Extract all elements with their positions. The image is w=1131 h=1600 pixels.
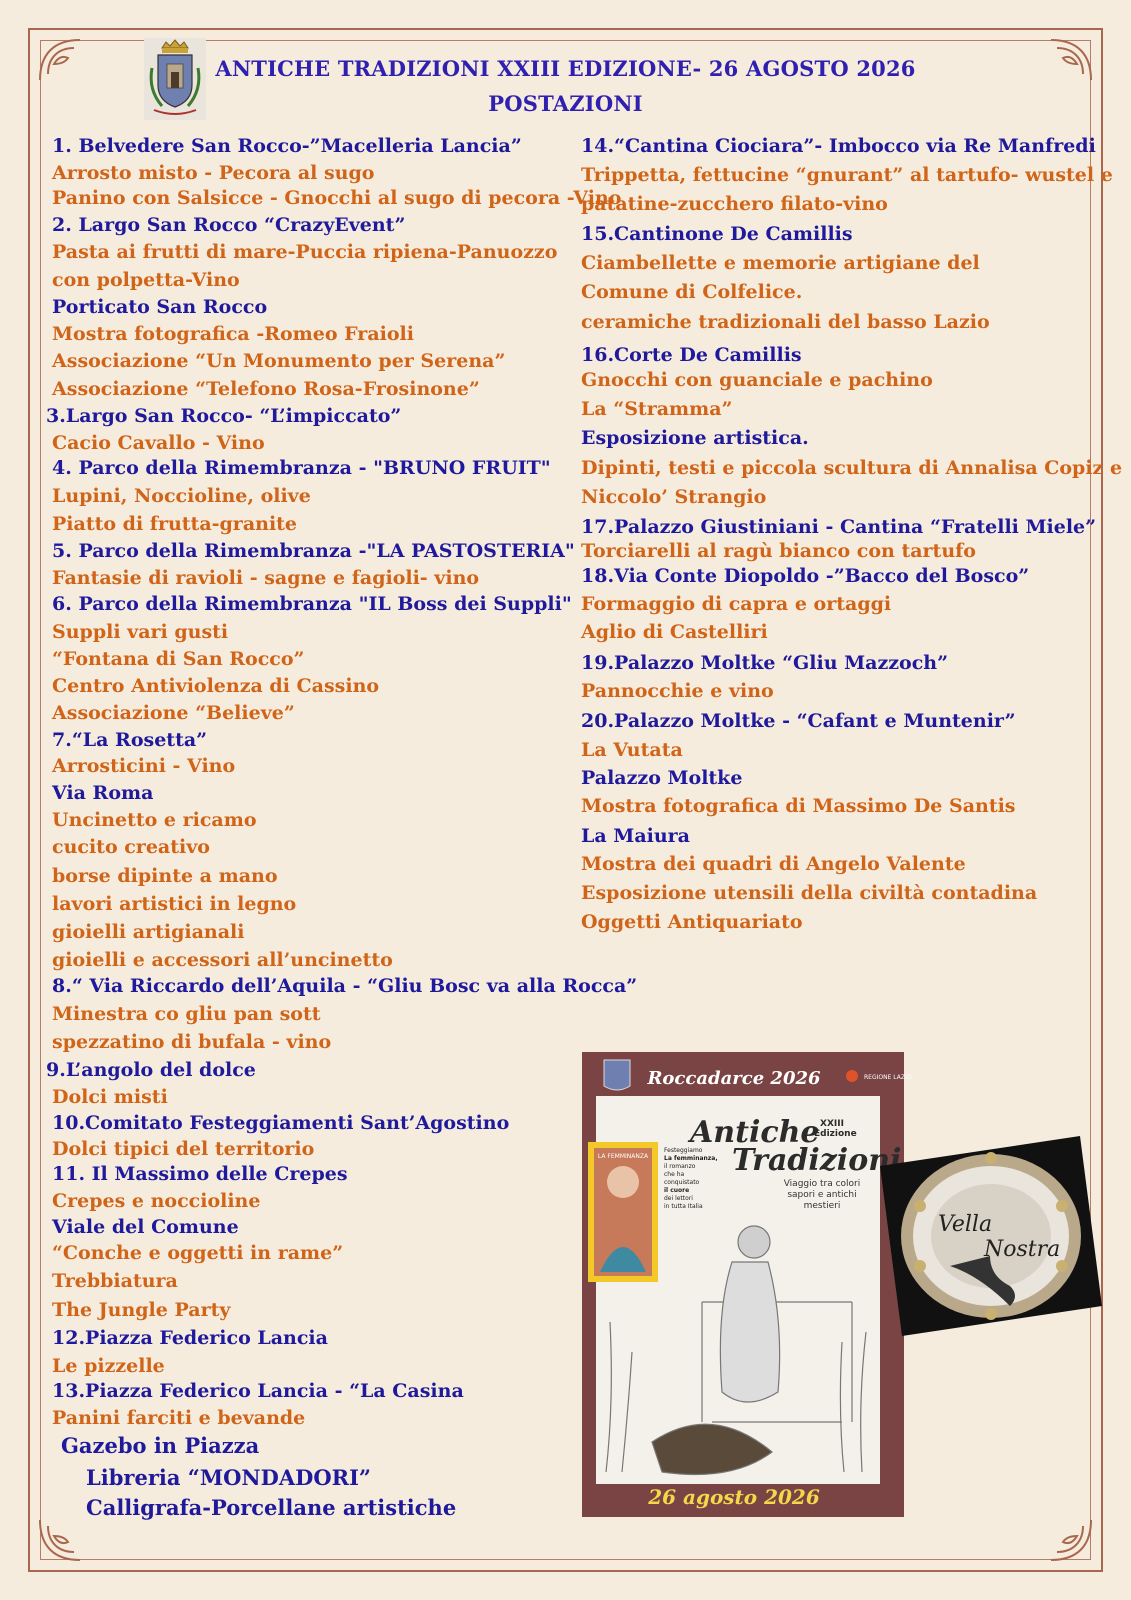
station-heading: 13.Piazza Federico Lancia - “La Casina (52, 1380, 464, 1402)
station-heading: 18.Via Conte Diopoldo -”Bacco del Bosco” (581, 565, 1030, 587)
station-item: Minestra co gliu pan sott (52, 1003, 321, 1025)
tambourine-logo-text: Nostra (984, 1237, 1061, 1262)
station-item: Pasta ai frutti di mare-Puccia ripiena-Panuozzo (52, 241, 558, 263)
station-heading: 11. Il Massimo delle Crepes (52, 1163, 348, 1185)
station-item: La “Stramma” (581, 398, 733, 420)
station-item: Associazione “Believe” (52, 702, 295, 724)
poster-book-blurb: dei lettori (664, 1195, 693, 1202)
station-item: Niccolo’ Strangio (581, 486, 767, 508)
station-item: Suppli vari gusti (52, 621, 229, 643)
poster-region: REGIONE LAZIO (864, 1074, 912, 1081)
station-item: Arrosto misto - Pecora al sugo (52, 162, 375, 184)
station-heading: 5. Parco della Rimembranza -"LA PASTOSTERIA" (52, 540, 575, 562)
station-item: Mostra fotografica -Romeo Fraioli (52, 323, 414, 345)
poster-date: 26 agosto 2026 (648, 1485, 820, 1509)
station-item: Cacio Cavallo - Vino (52, 432, 265, 454)
poster-book-blurb: che ha (664, 1171, 685, 1178)
poster-name-2: Tradizioni (732, 1143, 902, 1178)
station-item: borse dipinte a mano (52, 865, 278, 887)
station-heading: Via Roma (52, 782, 154, 804)
station-item: Dolci misti (52, 1086, 168, 1108)
poster-edition-word: Edizione (814, 1129, 857, 1139)
station-heading: 9.L’angolo del dolce (46, 1059, 256, 1081)
poster-subtitle: sapori e antichi (787, 1190, 857, 1200)
poster-subtitle: Viaggio tra colori (783, 1179, 861, 1189)
station-item: La Vutata (581, 739, 683, 761)
station-heading: 14.“Cantina Ciociara”- Imbocco via Re Manfredi (581, 135, 1096, 157)
poster-book-blurb: in tutta Italia (664, 1203, 703, 1210)
station-item: Dipinti, testi e piccola scultura di Annalisa Copiz e (581, 457, 1123, 479)
station-heading: 15.Cantinone De Camillis (581, 223, 853, 245)
station-item: Formaggio di capra e ortaggi (581, 593, 892, 615)
station-heading: 20.Palazzo Moltke - “Cafant e Muntenir” (581, 710, 1016, 732)
station-item: Pannocchie e vino (581, 680, 774, 702)
station-item: ceramiche tradizionali del basso Lazio (581, 311, 990, 333)
station-heading: 10.Comitato Festeggiamenti Sant’Agostino (52, 1112, 510, 1134)
station-item: Ciambellette e memorie artigiane del (581, 252, 980, 274)
corner-ornament-icon (34, 1514, 86, 1566)
station-item: Le pizzelle (52, 1355, 165, 1377)
station-heading: 16.Corte De Camillis (581, 344, 802, 366)
station-item: Trebbiatura (52, 1270, 178, 1292)
station-item: Torciarelli al ragù bianco con tartufo (581, 540, 976, 562)
station-heading: 2. Largo San Rocco “CrazyEvent” (52, 214, 406, 236)
station-item: Trippetta, fettucine “gnurant” al tartufo- wustel e (581, 164, 1113, 186)
station-heading: Calligrafa-Porcellane artistiche (86, 1495, 457, 1520)
station-item: Crepes e noccioline (52, 1190, 261, 1212)
page-subtitle: POSTAZIONI (488, 91, 643, 116)
station-item: gioielli e accessori all’uncinetto (52, 949, 393, 971)
station-heading: Esposizione artistica. (581, 427, 809, 449)
station-heading: 17.Palazzo Giustiniani - Cantina “Fratelli Miele” (581, 516, 1097, 538)
poster-edition-num: XXIII (820, 1119, 844, 1129)
poster-book-blurb: La femminanza, (664, 1155, 718, 1162)
poster-name-1: Antiche (690, 1115, 820, 1150)
tambourine-logo (880, 1136, 1102, 1336)
station-heading: Libreria “MONDADORI” (86, 1465, 371, 1490)
station-heading: 7.“La Rosetta” (52, 729, 208, 751)
station-item: “Fontana di San Rocco” (52, 648, 305, 670)
station-item: Comune di Colfelice. (581, 281, 803, 303)
station-item: Dolci tipici del territorio (52, 1138, 315, 1160)
station-item: Mostra fotografica di Massimo De Santis (581, 795, 1016, 817)
station-item: The Jungle Party (52, 1299, 231, 1321)
poster-book-blurb: Festeggiamo (664, 1147, 703, 1154)
station-heading: 19.Palazzo Moltke “Gliu Mazzoch” (581, 652, 949, 674)
station-item: Oggetti Antiquariato (581, 911, 803, 933)
station-item: Associazione “Un Monumento per Serena” (52, 350, 506, 372)
event-poster (582, 1052, 912, 1517)
station-item: con polpetta-Vino (52, 269, 240, 291)
corner-ornament-icon (1045, 1514, 1097, 1566)
station-item: lavori artistici in legno (52, 893, 297, 915)
station-item: “Conche e oggetti in rame” (52, 1242, 344, 1264)
station-item: Lupini, Noccioline, olive (52, 485, 311, 507)
station-item: Panino con Salsicce - Gnocchi al sugo di pecora -Vino (52, 187, 622, 209)
station-item: Associazione “Telefono Rosa-Frosinone” (52, 378, 480, 400)
station-item: Aglio di Castelliri (581, 621, 768, 643)
station-heading: Porticato San Rocco (52, 296, 268, 318)
station-item: Gnocchi con guanciale e pachino (581, 369, 933, 391)
station-heading: 12.Piazza Federico Lancia (52, 1327, 328, 1349)
station-heading: 6. Parco della Rimembranza "IL Boss dei Suppli" (52, 593, 572, 615)
station-heading: 4. Parco della Rimembranza - "BRUNO FRUIT" (52, 457, 551, 479)
station-heading: Gazebo in Piazza (61, 1433, 260, 1458)
station-item: Mostra dei quadri di Angelo Valente (581, 853, 966, 875)
poster-subtitle: mestieri (803, 1201, 841, 1211)
tambourine-logo-text: Vella (938, 1212, 993, 1237)
station-item: Arrosticini - Vino (52, 755, 236, 777)
station-item: Esposizione utensili della civiltà contadina (581, 882, 1038, 904)
station-item: Fantasie di ravioli - sagne e fagioli- vino (52, 567, 480, 589)
station-item: Uncinetto e ricamo (52, 809, 257, 831)
station-item: gioielli artigianali (52, 921, 245, 943)
station-item: Piatto di frutta-granite (52, 513, 298, 535)
station-heading: 8.“ Via Riccardo dell’Aquila - “Gliu Bosc va alla Rocca” (52, 975, 638, 997)
station-item: Panini farciti e bevande (52, 1407, 306, 1429)
station-heading: Viale del Comune (52, 1216, 239, 1238)
station-heading: Palazzo Moltke (581, 767, 743, 789)
poster-book-blurb: il cuore (664, 1187, 690, 1194)
poster-book-title: LA FEMMINANZA (597, 1153, 649, 1160)
station-item: cucito creativo (52, 836, 210, 858)
poster-book-blurb: conquistato (664, 1179, 700, 1186)
poster-book-blurb: il romanzo (664, 1163, 696, 1170)
station-item: patatine-zucchero filato-vino (581, 193, 888, 215)
station-heading: 1. Belvedere San Rocco-”Macelleria Lancia” (52, 135, 522, 157)
station-heading: 3.Largo San Rocco- “L’impiccato” (46, 405, 402, 427)
page-title: ANTICHE TRADIZIONI XXIII EDIZIONE- 26 AGOSTO 2026 (215, 56, 916, 81)
poster-top-title: Roccadarce 2026 (647, 1068, 821, 1089)
station-item: Centro Antiviolenza di Cassino (52, 675, 380, 697)
station-heading: La Maiura (581, 825, 690, 847)
station-item: spezzatino di bufala - vino (52, 1031, 332, 1053)
